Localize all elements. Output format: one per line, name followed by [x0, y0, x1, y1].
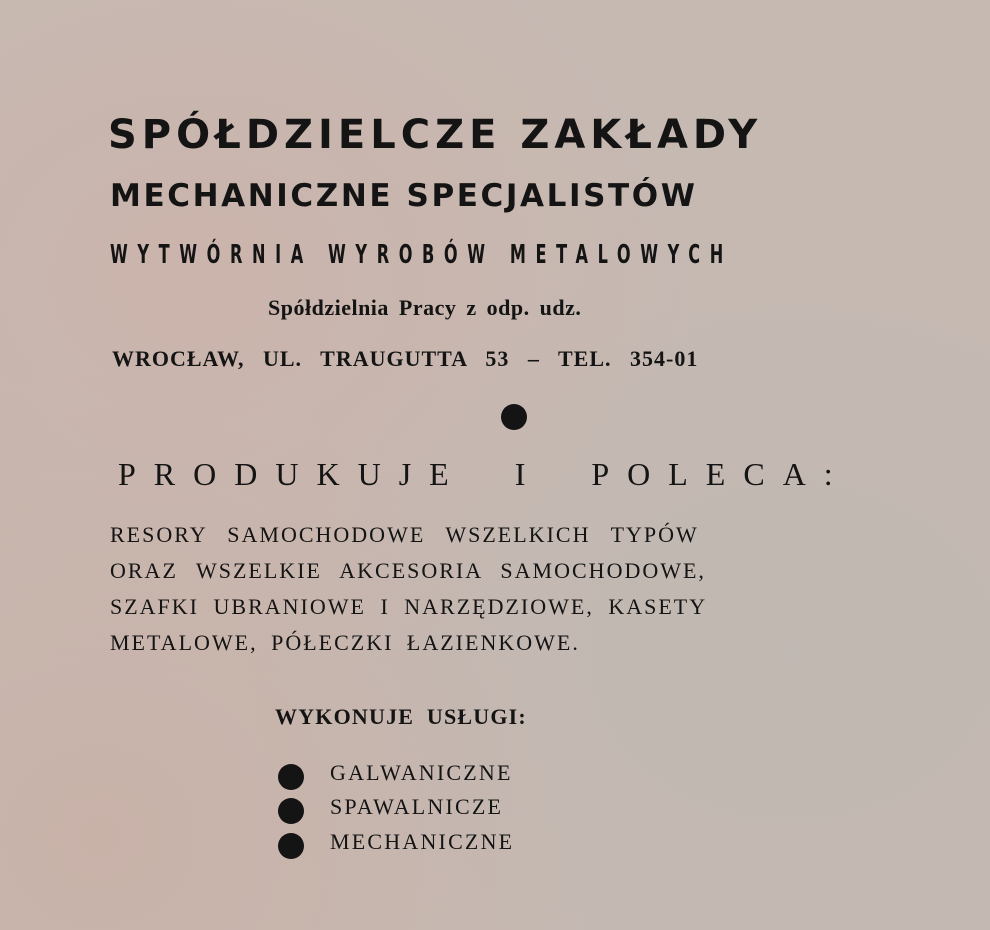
- services-heading: WYKONUJE USŁUGI:: [275, 704, 527, 729]
- service-label: GALWANICZNE: [330, 760, 513, 785]
- service-label: SPAWALNICZE: [330, 794, 504, 819]
- products-list: [110, 517, 707, 661]
- product-line: METALOWE, PÓŁECZKI ŁAZIENKOWE.: [110, 630, 580, 655]
- product-line: SZAFKI UBRANIOWE I NARZĘDZIOWE, KASETY: [110, 594, 708, 619]
- divider-bullet-icon: [501, 404, 527, 430]
- bullet-icon: [278, 833, 304, 859]
- bullet-icon: [278, 764, 304, 790]
- company-legal-form: Spółdzielnia Pracy z odp. udz.: [268, 295, 582, 320]
- company-name-line-3: WYTWÓRNIA WYROBÓW METALOWYCH: [110, 240, 733, 270]
- company-name-line-2: MECHANICZNE SPECJALISTÓW: [110, 178, 698, 214]
- company-name-line-1: SPÓŁDZIELCZE ZAKŁADY: [108, 112, 763, 158]
- product-line: RESORY SAMOCHODOWE WSZELKICH TYPÓW: [110, 522, 699, 547]
- company-address: WROCŁAW, UL. TRAUGUTTA 53 – TEL. 354-01: [112, 346, 699, 371]
- product-line: ORAZ WSZELKIE AKCESORIA SAMOCHODOWE,: [110, 558, 706, 583]
- products-heading: PRODUKUJE I POLECA:: [118, 456, 851, 492]
- bullet-icon: [278, 798, 304, 824]
- service-label: MECHANICZNE: [330, 829, 515, 854]
